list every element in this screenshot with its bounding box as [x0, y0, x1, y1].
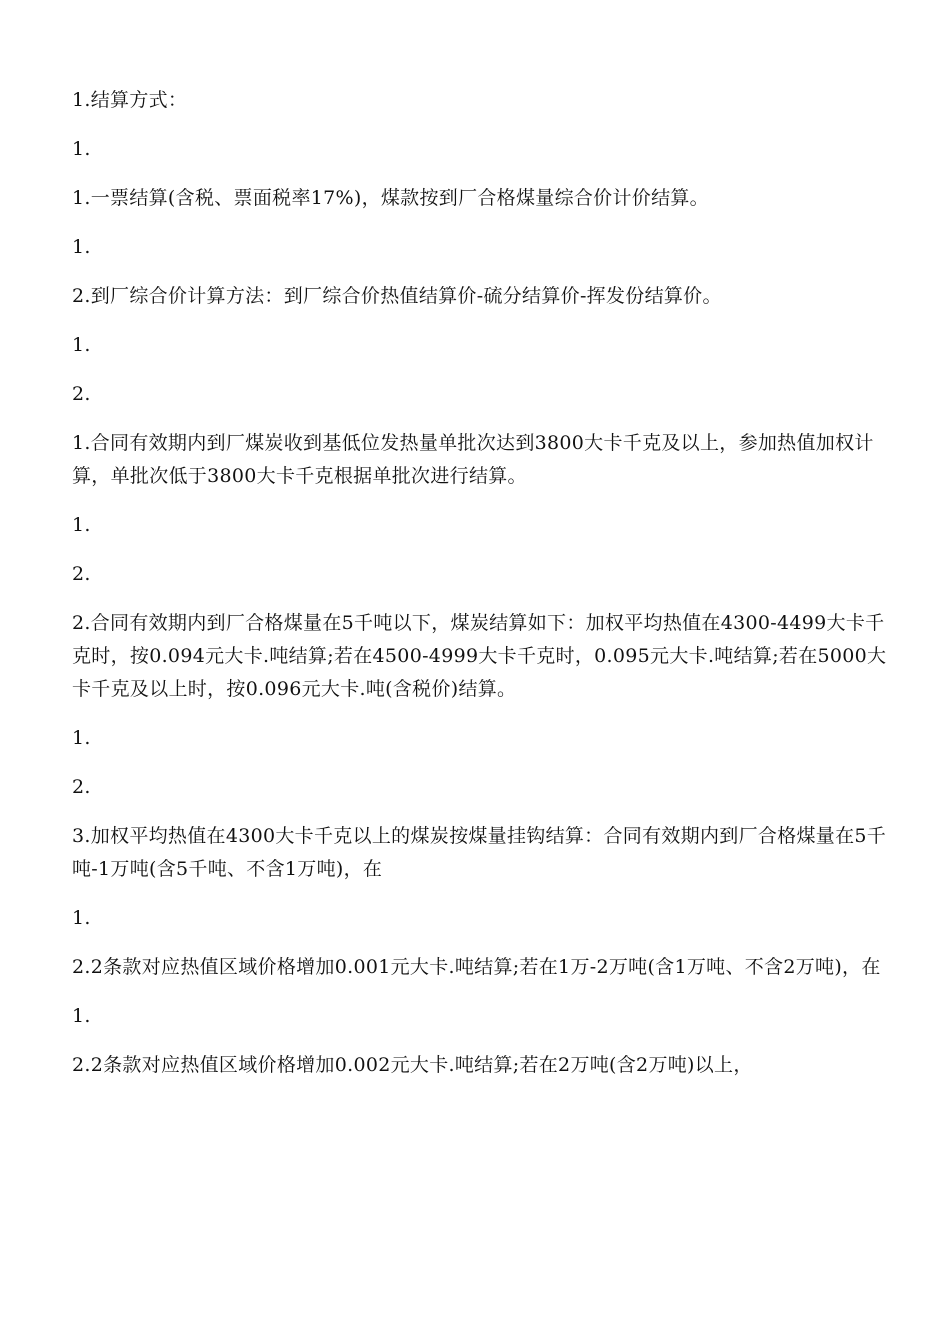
paragraph: 1.结算方式： — [72, 89, 188, 111]
paragraph: 1. — [72, 514, 91, 536]
paragraph: 3.加权平均热值在4300大卡千克以上的煤炭按煤量挂钩结算：合同有效期内到厂合格煤量在5千吨-1万吨(含5千吨、不含1万吨)，在 — [72, 825, 887, 880]
paragraph: 1. — [72, 236, 91, 258]
paragraph: 1. — [72, 138, 91, 160]
paragraph: 1.一票结算(含税、票面税率17%)，煤款按到厂合格煤量综合价计价结算。 — [72, 187, 709, 209]
paragraph: 2. — [72, 383, 91, 405]
paragraph: 1. — [72, 334, 91, 356]
paragraph: 2.2条款对应热值区域价格增加0.001元大卡.吨结算;若在1万-2万吨(含1万吨、不含2万吨)，在 — [72, 956, 881, 978]
paragraph: 2.2条款对应热值区域价格增加0.002元大卡.吨结算;若在2万吨(含2万吨)以上， — [72, 1054, 753, 1076]
paragraph: 1.合同有效期内到厂煤炭收到基低位发热量单批次达到3800大卡千克及以上，参加热值加权计算，单批次低于3800大卡千克根据单批次进行结算。 — [72, 432, 874, 487]
paragraph: 2.合同有效期内到厂合格煤量在5千吨以下，煤炭结算如下：加权平均热值在4300-4499大卡千克时，按0.094元大卡.吨结算;若在4500-4999大卡千克时，0.095元大卡.吨结算;若在5000大卡千克及以上时，按0.096元大卡.吨(含税价)结算。 — [72, 612, 887, 700]
paragraph: 1. — [72, 907, 91, 929]
document-page — [72, 84, 892, 1098]
paragraph: 2. — [72, 776, 91, 798]
paragraph: 2.到厂综合价计算方法：到厂综合价热值结算价-硫分结算价-挥发份结算价。 — [72, 285, 722, 307]
paragraph: 2. — [72, 563, 91, 585]
paragraph: 1. — [72, 727, 91, 749]
paragraph: 1. — [72, 1005, 91, 1027]
